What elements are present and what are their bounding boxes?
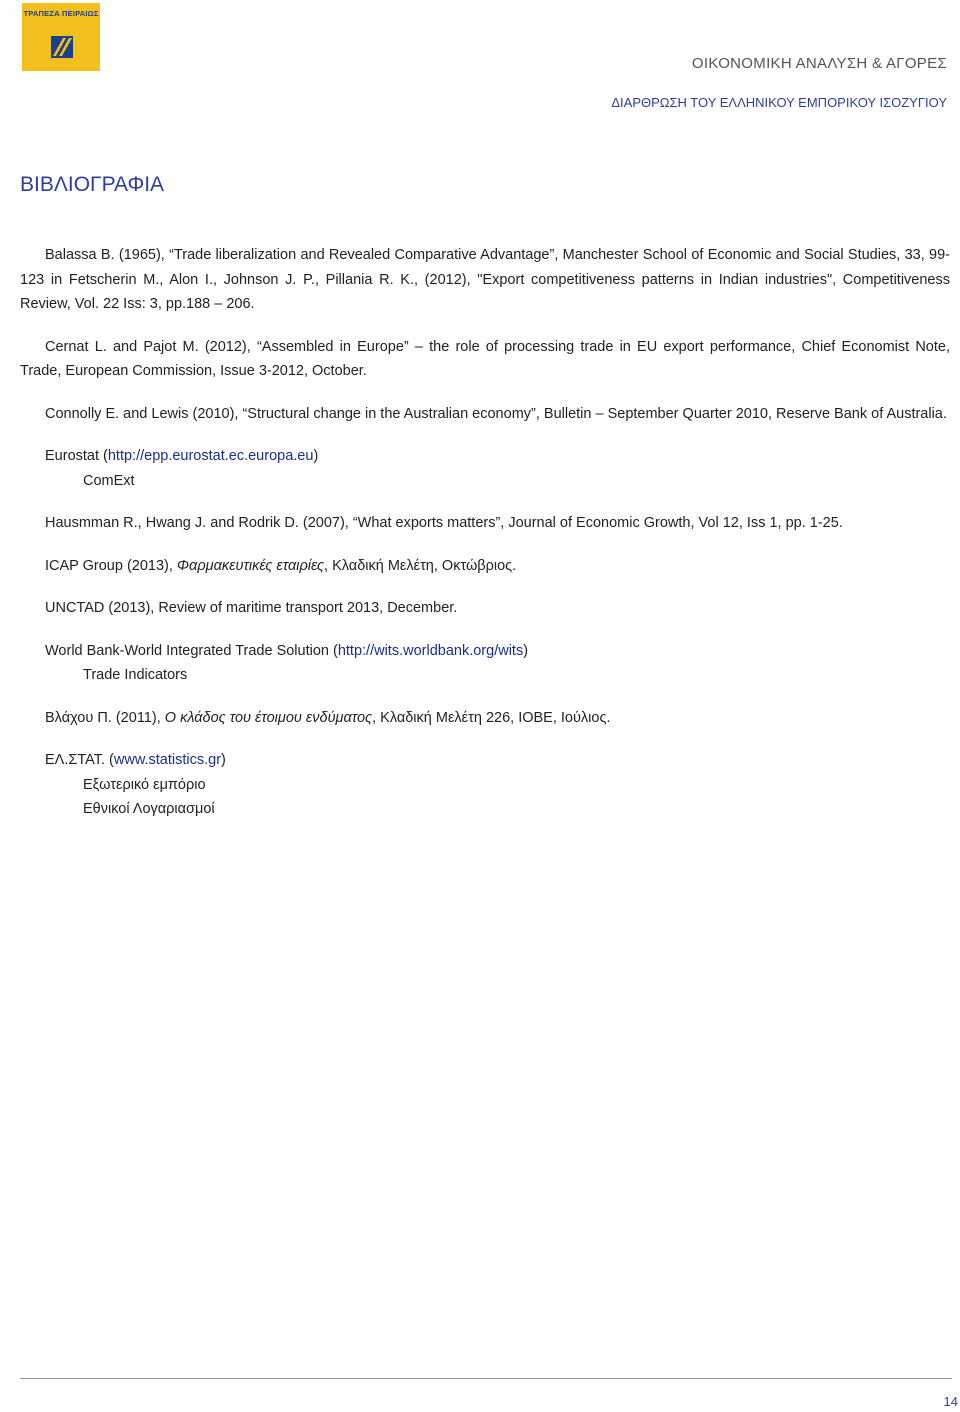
reference-hausmman: Hausmman R., Hwang J. and Rodrik D. (2007), “What exports matters”, Journal of Economic Growth, Vol 12, Iss 1, pp. 1-25. <box>45 515 843 531</box>
eurostat-close: ) <box>313 448 319 464</box>
vlachou-title: Ο κλάδος του έτοιμου ενδύματος <box>164 709 373 726</box>
reference-unctad: UNCTAD (2013), Review of maritime transport 2013, December. <box>45 600 458 616</box>
logo-text: ΤΡΑΠΕΖΑ ΠΕΙΡΑΙΩΣ <box>23 9 99 18</box>
worldbank-close: ) <box>523 642 529 659</box>
elstat-sub-national-accounts: Εθνικοί Λογαριασμοί <box>83 801 215 817</box>
vlachou-author: Βλάχου Π. (2011), <box>45 709 165 726</box>
icap-rest: , Κλαδική Μελέτη, Οκτώβριος. <box>324 557 517 574</box>
eurostat-label: Eurostat ( <box>45 448 108 464</box>
worldbank-link[interactable]: http://wits.worldbank.org/wits <box>337 642 524 659</box>
elstat-label: ΕΛ.ΣΤΑΤ. ( <box>45 752 114 768</box>
eurostat-link[interactable]: http://epp.eurostat.ec.europa.eu <box>107 448 314 464</box>
icap-author: ICAP Group (2013), <box>45 557 177 574</box>
logo-mark-icon <box>51 36 73 58</box>
reference-eurostat <box>20 444 950 469</box>
vlachou-rest: , Κλαδική Μελέτη 226, ΙΟΒΕ, Ιούλιος. <box>372 709 611 726</box>
worldbank-sub-trade-indicators: Trade Indicators <box>83 667 188 683</box>
reference-cernat: Cernat L. and Pajot M. (2012), “Assembled in Europe” – the role of processing trade in EU export performance, Chief Economist Note, Trade, European Commission, Issue 3-2012, October. <box>20 338 950 379</box>
elstat-close: ) <box>221 752 226 768</box>
elstat-sub-external-trade: Εξωτερικό εμπόριο <box>83 776 206 793</box>
footer-divider <box>20 1378 952 1379</box>
icap-title: Φαρμακευτικές εταιρίες <box>176 557 325 574</box>
worldbank-label: World Bank-World Integrated Trade Solution ( <box>45 642 338 659</box>
reference-elstat <box>20 748 950 773</box>
header-title: ΟΙΚΟΝΟΜΙΚΗ ΑΝΑΛΥΣΗ & ΑΓΟΡΕΣ <box>691 55 947 72</box>
bank-logo <box>22 3 100 71</box>
reference-list <box>20 243 950 822</box>
reference-icap <box>20 554 950 579</box>
eurostat-sub-comext: ComExt <box>83 472 135 489</box>
elstat-link[interactable]: www.statistics.gr <box>113 752 222 768</box>
bibliography-heading: ΒΙΒΛΙΟΓΡΑΦΙΑ <box>20 173 165 196</box>
page-number: 14 <box>943 1394 958 1409</box>
header-subtitle: ΔΙΑΡΘΡΩΣΗ ΤΟΥ ΕΛΛΗΝΙΚΟΥ ΕΜΠΟΡΙΚΟΥ ΙΣΟΖΥΓΙΟΥ <box>611 95 947 110</box>
reference-vlachou <box>20 706 950 731</box>
reference-balassa: Balassa B. (1965), “Trade liberalization and Revealed Comparative Advantage”, Manchester School of Economic and Social Studies, 33, 99-123 in Fetscherin M., Alon I., Johnson J. P., Pillania R. K., (2012), "Export competitiveness patterns in Indian industries", Competitiveness Review, Vol. 22 Iss: 3, pp.188 – 206. <box>20 247 950 312</box>
reference-connolly: Connolly E. and Lewis (2010), “Structural change in the Australian economy”, Bulletin – September Quarter 2010, Reserve Bank of Australia. <box>45 405 947 422</box>
reference-worldbank <box>20 639 950 664</box>
